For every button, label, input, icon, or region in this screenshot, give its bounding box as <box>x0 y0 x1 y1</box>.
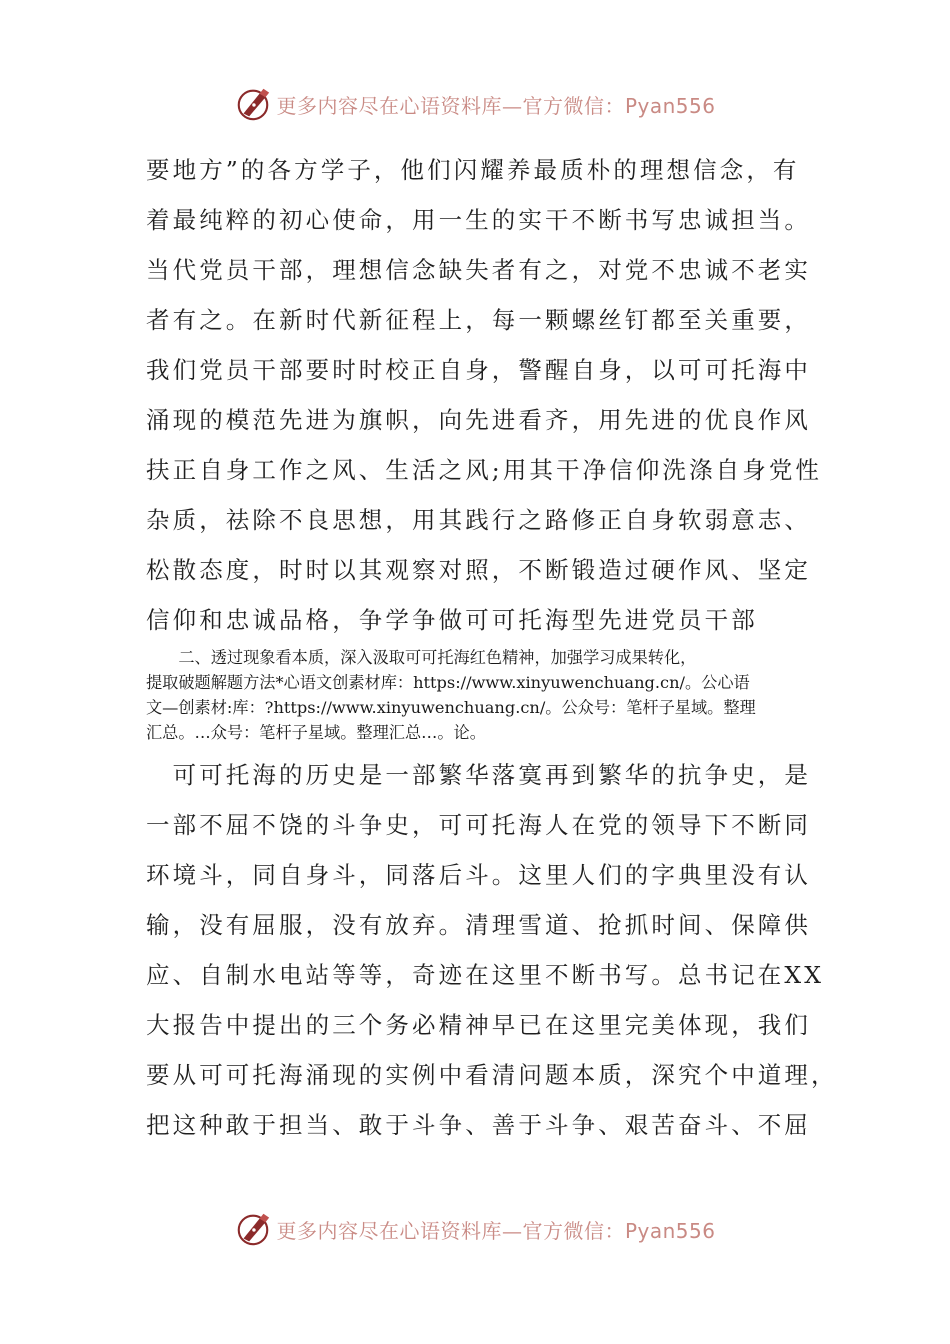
text-line: 我们党员干部要时时校正自身，警醒自身，以可可托海中 <box>146 356 811 384</box>
pen-nib-logo-icon <box>234 85 272 123</box>
text-line: 输，没有屈服，没有放弃。清理雪道、抢抓时间、保障供 <box>146 911 811 939</box>
text-line: 着最纯粹的初心使命，用一生的实干不断书写忠诚担当。 <box>146 206 811 234</box>
text-line: 当代党员干部，理想信念缺失者有之，对党不忠诚不老实 <box>146 256 811 284</box>
text-line: 要从可可托海涌现的实例中看清问题本质，深究个中道理， <box>146 1061 838 1089</box>
text-line: 环境斗，同自身斗，同落后斗。这里人们的字典里没有认 <box>146 861 811 889</box>
text-line: 把这种敢于担当、敢于斗争、善于斗争、艰苦奋斗、不屈 <box>146 1111 811 1139</box>
text-line: 要地方”的各方学子，他们闪耀养最质朴的理想信念，有 <box>146 156 800 184</box>
heading-line: 文—创素材:库：?https://www.xinyuwenchuang.cn/。公众号：笔杆子星域。整理 <box>146 698 756 717</box>
text-line: 应、自制水电站等等，奇迹在这里不断书写。总书记在XX <box>146 961 825 989</box>
pen-nib-logo-icon <box>234 1210 272 1248</box>
text-line: 一部不屈不饶的斗争史，可可托海人在党的领导下不断同 <box>146 811 811 839</box>
heading-line: 二、透过现象看本质，深入汲取可可托海红色精神，加强学习成果转化， <box>146 648 697 667</box>
banner-text: 更多内容尽在心语资料库—官方微信：Pyan556 <box>276 93 716 118</box>
header-banner <box>0 82 950 126</box>
footer-banner <box>0 1207 950 1251</box>
banner-text: 更多内容尽在心语资料库—官方微信：Pyan556 <box>276 1218 716 1243</box>
text-line: 者有之。在新时代新征程上，每一颗螺丝钉都至关重要， <box>146 306 811 334</box>
text-line: 可可托海的历史是一部繁华落寞再到繁华的抗争史，是 <box>146 761 811 789</box>
heading-line: 汇总。…众号：笔杆子星域。整理汇总…。论。 <box>146 723 486 742</box>
text-line: 杂质，祛除不良思想，用其践行之路修正自身软弱意志、 <box>146 506 811 534</box>
text-line: 大报告中提出的三个务必精神早已在这里完美体现，我们 <box>146 1011 811 1039</box>
text-line: 涌现的模范先进为旗帜，向先进看齐，用先进的优良作风 <box>146 406 811 434</box>
text-line: 扶正自身工作之风、生活之风;用其干净信仰洗涤自身党性 <box>146 456 823 484</box>
text-line: 信仰和忠诚品格，争学争做可可托海型先进党员干部 <box>146 606 758 634</box>
heading-line: 提取破题解题方法*心语文创素材库：https://www.xinyuwenchuang.cn/。公心语 <box>146 673 750 692</box>
text-line: 松散态度，时时以其观察对照，不断锻造过硬作风、坚定 <box>146 556 811 584</box>
